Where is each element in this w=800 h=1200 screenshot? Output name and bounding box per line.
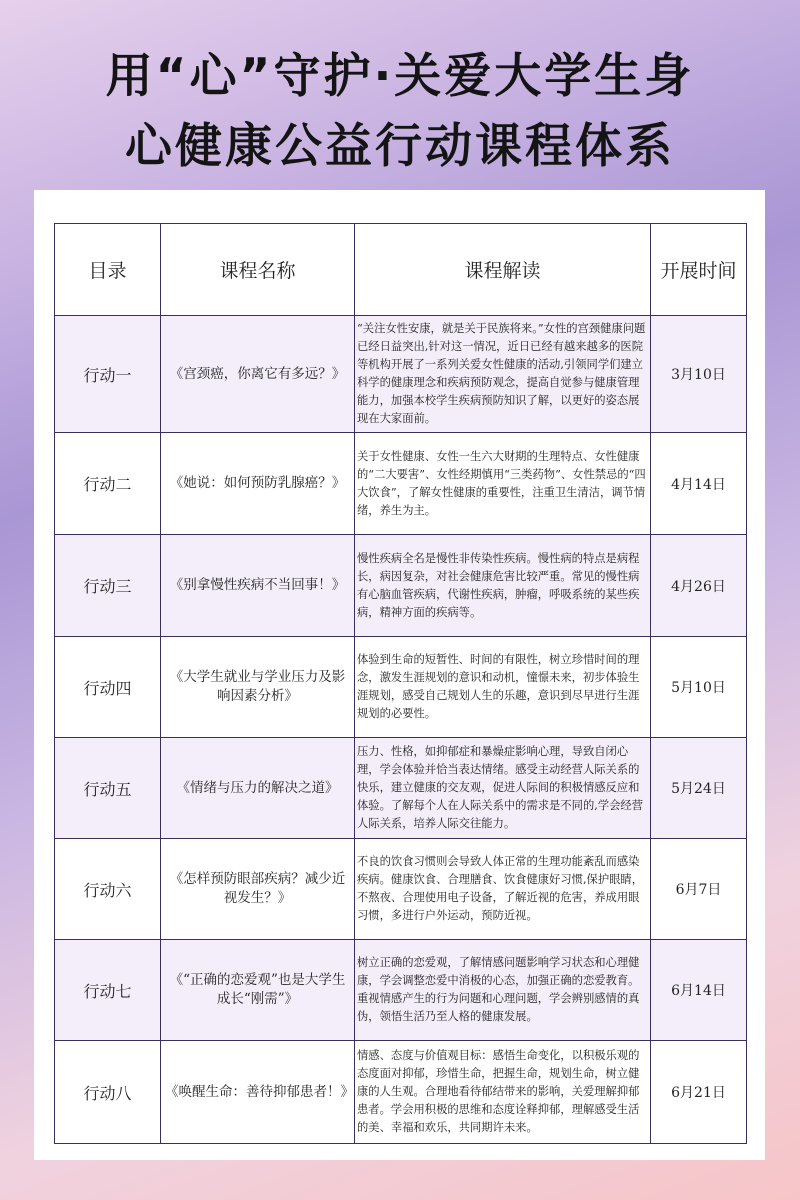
row-date: 6月7日 <box>651 839 747 940</box>
title-line-2: 心健康公益行动课程体系 <box>125 119 675 174</box>
row-index: 行动八 <box>55 1041 161 1144</box>
header-course-name: 课程名称 <box>161 224 355 316</box>
row-course-desc: “关注女性安康，就是关于民族将来。”女性的宫颈健康问题已经日益突出,针对这一情况，近日已经有越来越多的医院等机构开展了一系列关爱女性健康的活动,引领同学们建立科学的健康理念和疾病预防观念，提高自觉参与健康管理能力，加强本校学生疾病预防知识了解，以更好的姿态展现在大家面前。 <box>355 316 651 433</box>
table-row <box>55 433 747 535</box>
row-course-name: 《宫颈癌，你离它有多远？》 <box>161 316 355 433</box>
table-row <box>55 535 747 637</box>
row-date: 5月24日 <box>651 738 747 839</box>
title-line-1: 用“心”守护·关爱大学生身 <box>105 49 695 104</box>
row-course-desc: 慢性疾病全名是慢性非传染性疾病。慢性病的特点是病程长，病因复杂，对社会健康危害比较严重。常见的慢性病有心脑血管疾病，代谢性疾病，肿瘤，呼吸系统的某些疾病，精神方面的疾病等。 <box>355 535 651 637</box>
row-course-name: 《情绪与压力的解决之道》 <box>161 738 355 839</box>
row-date: 6月21日 <box>651 1041 747 1144</box>
row-date: 5月10日 <box>651 637 747 738</box>
row-index: 行动三 <box>55 535 161 637</box>
row-course-desc: 关于女性健康、女性一生六大财期的生理特点、女性健康的“二大要害”、女性经期慎用“三类药物”、女性禁忌的“四大饮食”，了解女性健康的重要性，注重卫生清洁，调节情绪，养生为主。 <box>355 433 651 535</box>
row-course-desc: 体验到生命的短暂性、时间的有限性，树立珍惜时间的理念，激发生涯规划的意识和动机，憧憬未来，初步体验生涯规划，感受自己规划人生的乐趣，意识到尽早进行生涯规划的必要性。 <box>355 637 651 738</box>
table-row <box>55 839 747 940</box>
row-date: 6月14日 <box>651 940 747 1041</box>
page-title <box>0 42 800 182</box>
row-course-desc: 树立正确的恋爱观，了解情感问题影响学习状态和心理健康，学会调整恋爱中消极的心态，加强正确的恋爱教育。重视情感产生的行为问题和心理问题，学会辨别感情的真伪，领悟生活乃至人格的健康发展。 <box>355 940 651 1041</box>
row-course-name: 《唤醒生命：善待抑郁患者！》 <box>161 1041 355 1144</box>
row-course-name: 《怎样预防眼部疾病？减少近视发生？》 <box>161 839 355 940</box>
header-index: 目录 <box>55 224 161 316</box>
row-date: 4月14日 <box>651 433 747 535</box>
row-index: 行动四 <box>55 637 161 738</box>
table-row <box>55 738 747 839</box>
table-row <box>55 316 747 433</box>
row-course-name: 《大学生就业与学业压力及影响因素分析》 <box>161 637 355 738</box>
course-card <box>34 190 765 1160</box>
table-header-row <box>55 224 747 316</box>
row-date: 3月10日 <box>651 316 747 433</box>
row-course-desc: 压力、性格，如抑郁症和暴燥症影响心理，导致自闭心理，学会体验并恰当表达情绪。感受主动经营人际关系的快乐，建立健康的交友观，促进人际间的积极情感反应和体验。了解每个人在人际关系中的需求是不同的,学会经营人际关系，培养人际交往能力。 <box>355 738 651 839</box>
row-index: 行动二 <box>55 433 161 535</box>
table-row <box>55 940 747 1041</box>
row-course-name: 《她说：如何预防乳腺癌？》 <box>161 433 355 535</box>
row-index: 行动一 <box>55 316 161 433</box>
row-index: 行动七 <box>55 940 161 1041</box>
row-course-desc: 不良的饮食习惯则会导致人体正常的生理功能紊乱而感染疾病。健康饮食、合理膳食、饮食健康好习惯,保护眼睛，不熬夜、合理使用电子设备，了解近视的危害，养成用眼习惯，多进行户外运动，预防近视。 <box>355 839 651 940</box>
table-row <box>55 1041 747 1144</box>
row-course-name: 《“正确的恋爱观”也是大学生成长“刚需”》 <box>161 940 355 1041</box>
row-course-name: 《别拿慢性疾病不当回事！》 <box>161 535 355 637</box>
header-course-desc: 课程解读 <box>355 224 651 316</box>
course-table <box>54 223 747 1144</box>
row-date: 4月26日 <box>651 535 747 637</box>
row-index: 行动六 <box>55 839 161 940</box>
header-date: 开展时间 <box>651 224 747 316</box>
row-index: 行动五 <box>55 738 161 839</box>
row-course-desc: 情感、态度与价值观目标：感悟生命变化，以积极乐观的态度面对抑郁，珍惜生命，把握生命，规划生命，树立健康的人生观。合理地看待郁结带来的影响，关爱理解抑郁患者。学会用积极的思维和态度诠释抑郁，理解感受生活的美、幸福和欢乐，共同期许未来。 <box>355 1041 651 1144</box>
table-row <box>55 637 747 738</box>
